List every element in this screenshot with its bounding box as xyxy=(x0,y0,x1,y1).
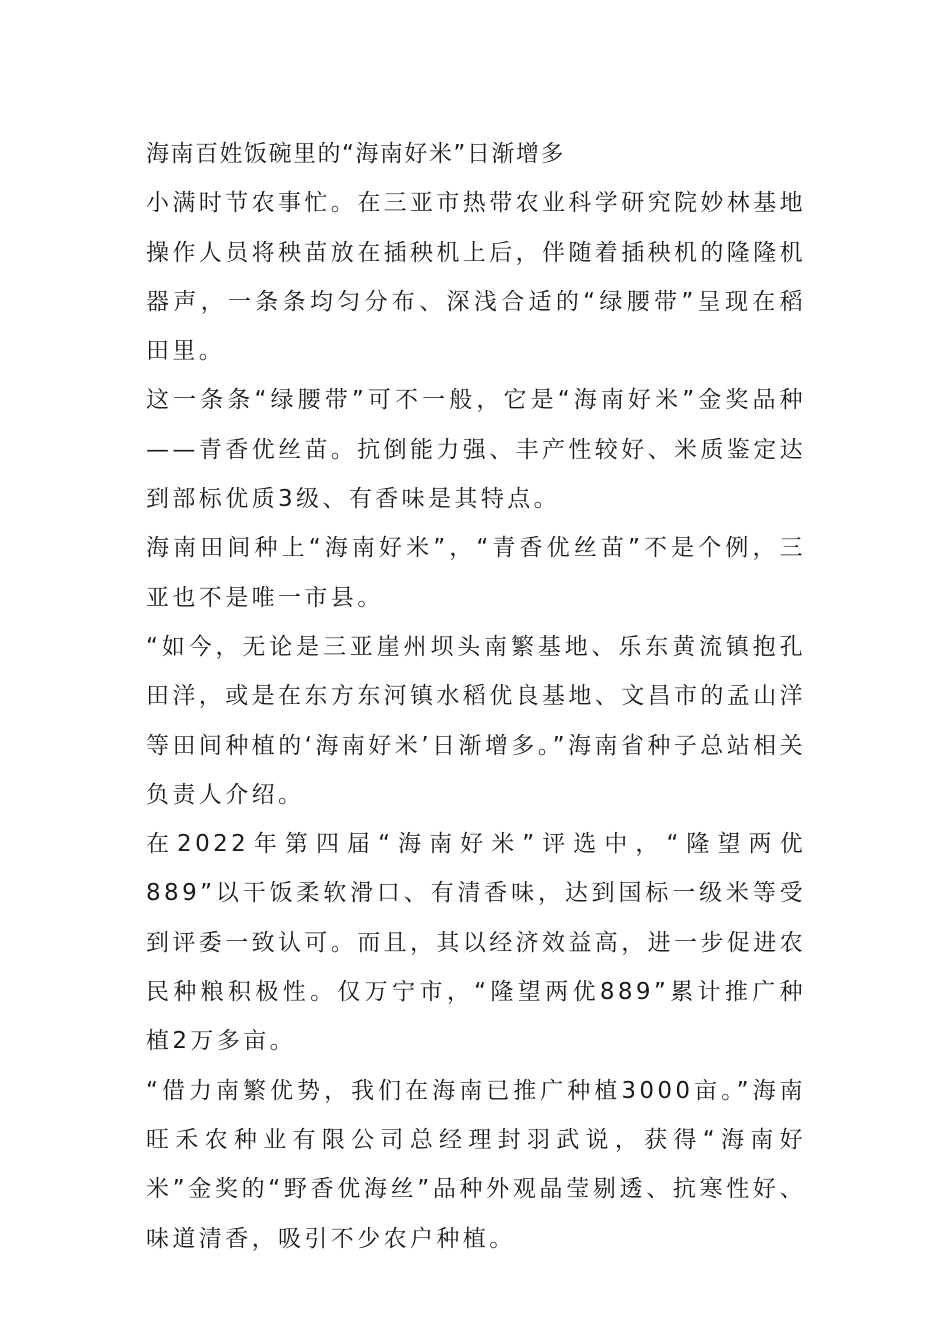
paragraph-3: 海南田间种上“海南好米”，“青香优丝苗”不是个例，三亚也不是唯一市县。 xyxy=(146,535,806,611)
paragraph-5: 在2022年第四届“海南好米”评选中，“隆望两优889”以干饭柔软滑口、有清香味，达到国标一级米等受到评委一致认可。而且，其以经济效益高，进一步促进农民种粮积极性。仅万宁市，“隆望两优889”累计推广种植2万多亩。 xyxy=(146,831,806,1055)
article-body xyxy=(146,130,806,1264)
article-title: 海南百姓饭碗里的“海南好米”日渐增多 xyxy=(146,141,565,167)
paragraph-6: “借力南繁优势，我们在海南已推广种植3000亩。”海南旺禾农种业有限公司总经理封羽武说，获得“海南好米”金奖的“野香优海丝”品种外观晶莹剔透、抗寒性好、味道清香，吸引不少农户种植。 xyxy=(146,1077,806,1252)
paragraph-1: 小满时节农事忙。在三亚市热带农业科学研究院妙林基地操作人员将秧苗放在插秧机上后，伴随着插秧机的隆隆机器声，一条条均匀分布、深浅合适的“绿腰带”呈现在稻田里。 xyxy=(146,190,806,365)
paragraph-4: “如今，无论是三亚崖州坝头南繁基地、乐东黄流镇抱孔田洋，或是在东方东河镇水稻优良基地、文昌市的孟山洋等田间种植的‘海南好米’日渐增多。”海南省种子总站相关负责人介绍。 xyxy=(146,633,806,808)
paragraph-2: 这一条条“绿腰带”可不一般，它是“海南好米”金奖品种——青香优丝苗。抗倒能力强、丰产性较好、米质鉴定达到部标优质3级、有香味是其特点。 xyxy=(146,387,806,513)
